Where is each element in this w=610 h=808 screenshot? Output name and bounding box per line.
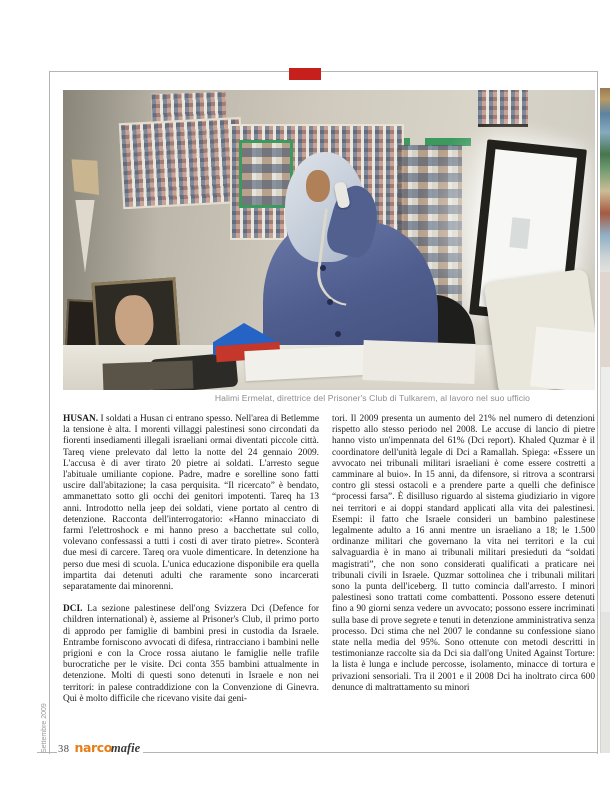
photo-desk-paper bbox=[530, 327, 595, 390]
photo-desk-paper bbox=[244, 345, 365, 381]
page-border-bottom bbox=[133, 752, 597, 753]
paragraph-lead-husan: HUSAN. bbox=[63, 414, 99, 424]
magazine-logo-narco: narco bbox=[74, 740, 112, 755]
photo-frame-portrait bbox=[113, 294, 155, 349]
footer bbox=[57, 740, 143, 756]
article-column-right bbox=[332, 414, 595, 694]
magazine-logo-mafie: mafie bbox=[111, 741, 141, 755]
article-photo bbox=[63, 90, 595, 390]
page-number: 38 bbox=[58, 744, 70, 755]
adjacent-page-lower-sliver bbox=[600, 612, 610, 753]
photo-jacket-button bbox=[320, 265, 326, 271]
photo-woman-face bbox=[306, 170, 330, 202]
photo-caption: Halimi Ermelat, direttrice del Prisoner's Club di Tulkarem, al lavoro nel suo ufficio bbox=[214, 393, 530, 403]
section-marker bbox=[289, 68, 321, 80]
photo-window-building bbox=[509, 217, 530, 249]
paragraph-lead-dci: DCI. bbox=[63, 604, 83, 615]
photo-desk-clipboard bbox=[103, 360, 194, 390]
adjacent-page-text-sliver bbox=[600, 367, 610, 612]
margin-date: Settembre 2009 bbox=[41, 703, 48, 753]
photo-poster-large bbox=[119, 117, 245, 209]
paragraph-continuation: tori. Il 2009 presenta un aumento del 21% nel numero di detenzioni rispetto allo stesso periodo nel 2008. Le accuse di lancio di pietre hanno visto un'impennata del 61% (Dci report). Khaled Quzmar è il coordinatore dell'unità legale di Dci a Ramallah. Spiega: «Essere un avvocato nei tribunali militari israeliani è come essere costretti a camminare al buio». In 15 anni, da difensore, si ritrova a scontrarsi contro gli stessi ostacoli e a prendere parte a quelli che definisce “processi farsa”. È disilluso riguardo al sistema giudiziario in vigore nei territori e ai doppi standard applicati alla vita dei palestinesi. Esempi: il fatto che Israele consideri un bambino palestinese legalmente adulto a 16 anni mentre un israeliano a 18; le 1.500 ordinanze militari che governano la vita nei territori e la cui salvaguardia è in mano ai tribunali militari presieduti da “soldati magistrati”, che non sono considerati qualificati a praticare nei tribunali civili in Israele. Quzmar sottolinea che i tribunali militari sono la punta dell'iceberg. Il tutto comincia dall'arresto. I minori palestinesi sono trattati come combattenti. Possono essere detenuti fino a 90 giorni senza vedere un avvocato; possono essere incriminati sulla base di prove segrete e tenuti in detenzione amministrativa senza processo. Dci stima che nel 2007 le condanne su confessione siano state nella media del 95%. Sono ottenute con metodi descritti in testimonianze raccolte sia da Dci sia dall'ong United Against Torture: la lista è lunga e include percosse, isolamento, minacce di tortura e privazioni sensoriali. Tra il 2001 e il 2008 Dci ha inoltrato circa 600 denunce di maltrattamento su minori bbox=[332, 414, 595, 693]
paragraph-text-dci: La sezione palestinese dell'ong Svizzera Dci (Defence for children international) è, assieme al Prisoner's Club, il primo porto di approdo per famiglie di bambini presi in custodia da Israele. Entrambe forniscono avvocati di difesa, rintracciano i bambini nelle prigioni e con la Croce rossa aiutano le famiglie nelle trafile burocratiche per le visite. Dci conta 355 bambini attualmente in detenzione. Molti di questi sono detenuti in Israele e non nei territori: in palese contraddizione con la Convenzione di Ginevra. Qui è molto difficile che ricevano visite dai geni- bbox=[63, 604, 319, 704]
adjacent-page-image-sliver bbox=[600, 88, 610, 272]
paragraph-dci bbox=[63, 604, 319, 705]
adjacent-page-mid-sliver bbox=[600, 272, 610, 367]
photo-jacket-button bbox=[327, 299, 333, 305]
photo-jacket-button bbox=[335, 331, 341, 337]
article-column-left bbox=[63, 414, 319, 705]
adjacent-page-sliver bbox=[600, 72, 610, 753]
paragraph-text-husan: I soldati a Husan ci entrano spesso. Nell'area di Betlemme la tensione è alta. I morenti villaggi palestinesi sono circondati da fiorenti insediamenti illegali israeliani ormai diventati piccole città. Tareq viene prelevato dal letto la notte del 24 gennaio 2009. L'accusa è di aver tirato 20 pietre ai soldati. L'arresto segue l'abituale umiliante copione. Padre, madre e sorelline sono fatti uscire dall'abitazione; la casa perquisita. “Il ricercato” è bendato, ammanettato sotto gli occhi dei genitori impotenti. Tareq ha 13 anni. Introdotto nella jeep dei soldati, viene portato al centro di detenzione. Racconta dell'interrogatorio: «Hanno minacciato di farmi l'elettroshock e mi hanno preso a bacchettate sul collo, volevano confessassi a tutti i costi di aver tirato pietre». Sconterà due mesi di carcere. Tareq ora vuole dimenticare. In detenzione ha perso due mesi di scuola. L'unica educazione disponibile era quella impartita dai detenuti adulti che raramente sono incarcerati separatamente dai minorenni. bbox=[63, 414, 320, 593]
photo-desk-paper bbox=[362, 340, 475, 384]
paragraph-husan bbox=[63, 414, 319, 593]
